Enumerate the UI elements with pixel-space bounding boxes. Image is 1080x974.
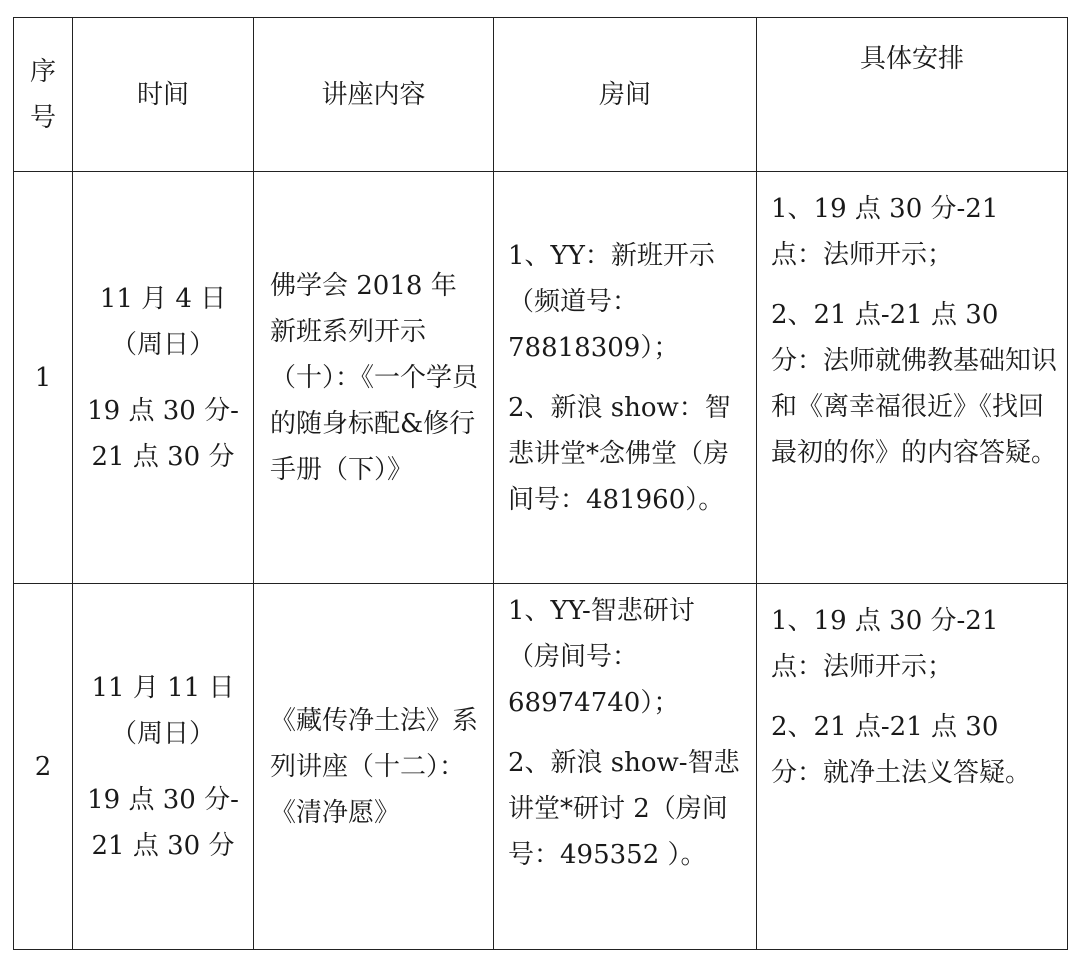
row-date: 11 月 11 日 — [91, 672, 235, 703]
header-content: 讲座内容 — [254, 18, 494, 172]
row-room — [494, 172, 757, 584]
table-row — [14, 584, 1068, 950]
row-time — [73, 584, 254, 950]
schedule-table — [13, 17, 1068, 950]
row-time-end: 21 点 30 分 — [91, 441, 235, 472]
table-row — [14, 172, 1068, 584]
table-header-row — [14, 18, 1068, 172]
row-date: 11 月 4 日 — [99, 283, 227, 314]
row-plan — [757, 172, 1068, 584]
row-time — [73, 172, 254, 584]
row-seq: 2 — [14, 584, 73, 950]
header-time: 时间 — [73, 18, 254, 172]
room-yy: 1、YY-智悲研讨（房间号：68974740）； — [508, 596, 695, 718]
row-time-start: 19 点 30 分- — [87, 395, 239, 426]
row-weekday: （周日） — [110, 329, 215, 360]
room-sina-show: 2、新浪 show：智悲讲堂*念佛堂（房间号：481960）。 — [508, 392, 731, 515]
plan-item-2: 2、21 点-21 点 30 分：法师就佛教基础知识和《离幸福很近》《找回最初的你》的内容答疑。 — [771, 300, 1058, 468]
header-plan: 具体安排 — [757, 18, 1068, 172]
row-plan — [757, 584, 1068, 950]
header-seq: 序号 — [14, 18, 73, 172]
plan-item-1: 1、19 点 30 分-21 点：法师开示； — [771, 606, 999, 682]
row-room — [494, 584, 757, 950]
row-time-end: 21 点 30 分 — [91, 830, 235, 861]
row-time-start: 19 点 30 分- — [87, 784, 239, 815]
room-sina-show: 2、新浪 show-智悲讲堂*研讨 2（房间号：495352 ）。 — [508, 748, 740, 870]
row-weekday: （周日） — [110, 718, 215, 749]
plan-item-2: 2、21 点-21 点 30 分：就净土法义答疑。 — [771, 712, 1032, 788]
row-lecture-content: 《藏传净土法》系列讲座（十二）：《清净愿》 — [254, 584, 494, 950]
row-seq: 1 — [14, 172, 73, 584]
row-lecture-content: 佛学会 2018 年新班系列开示（十）：《一个学员的随身标配&修行手册（下）》 — [254, 172, 494, 584]
header-room: 房间 — [494, 18, 757, 172]
plan-item-1: 1、19 点 30 分-21 点：法师开示； — [771, 194, 999, 270]
room-yy: 1、YY：新班开示（频道号：78818309）； — [508, 240, 715, 363]
